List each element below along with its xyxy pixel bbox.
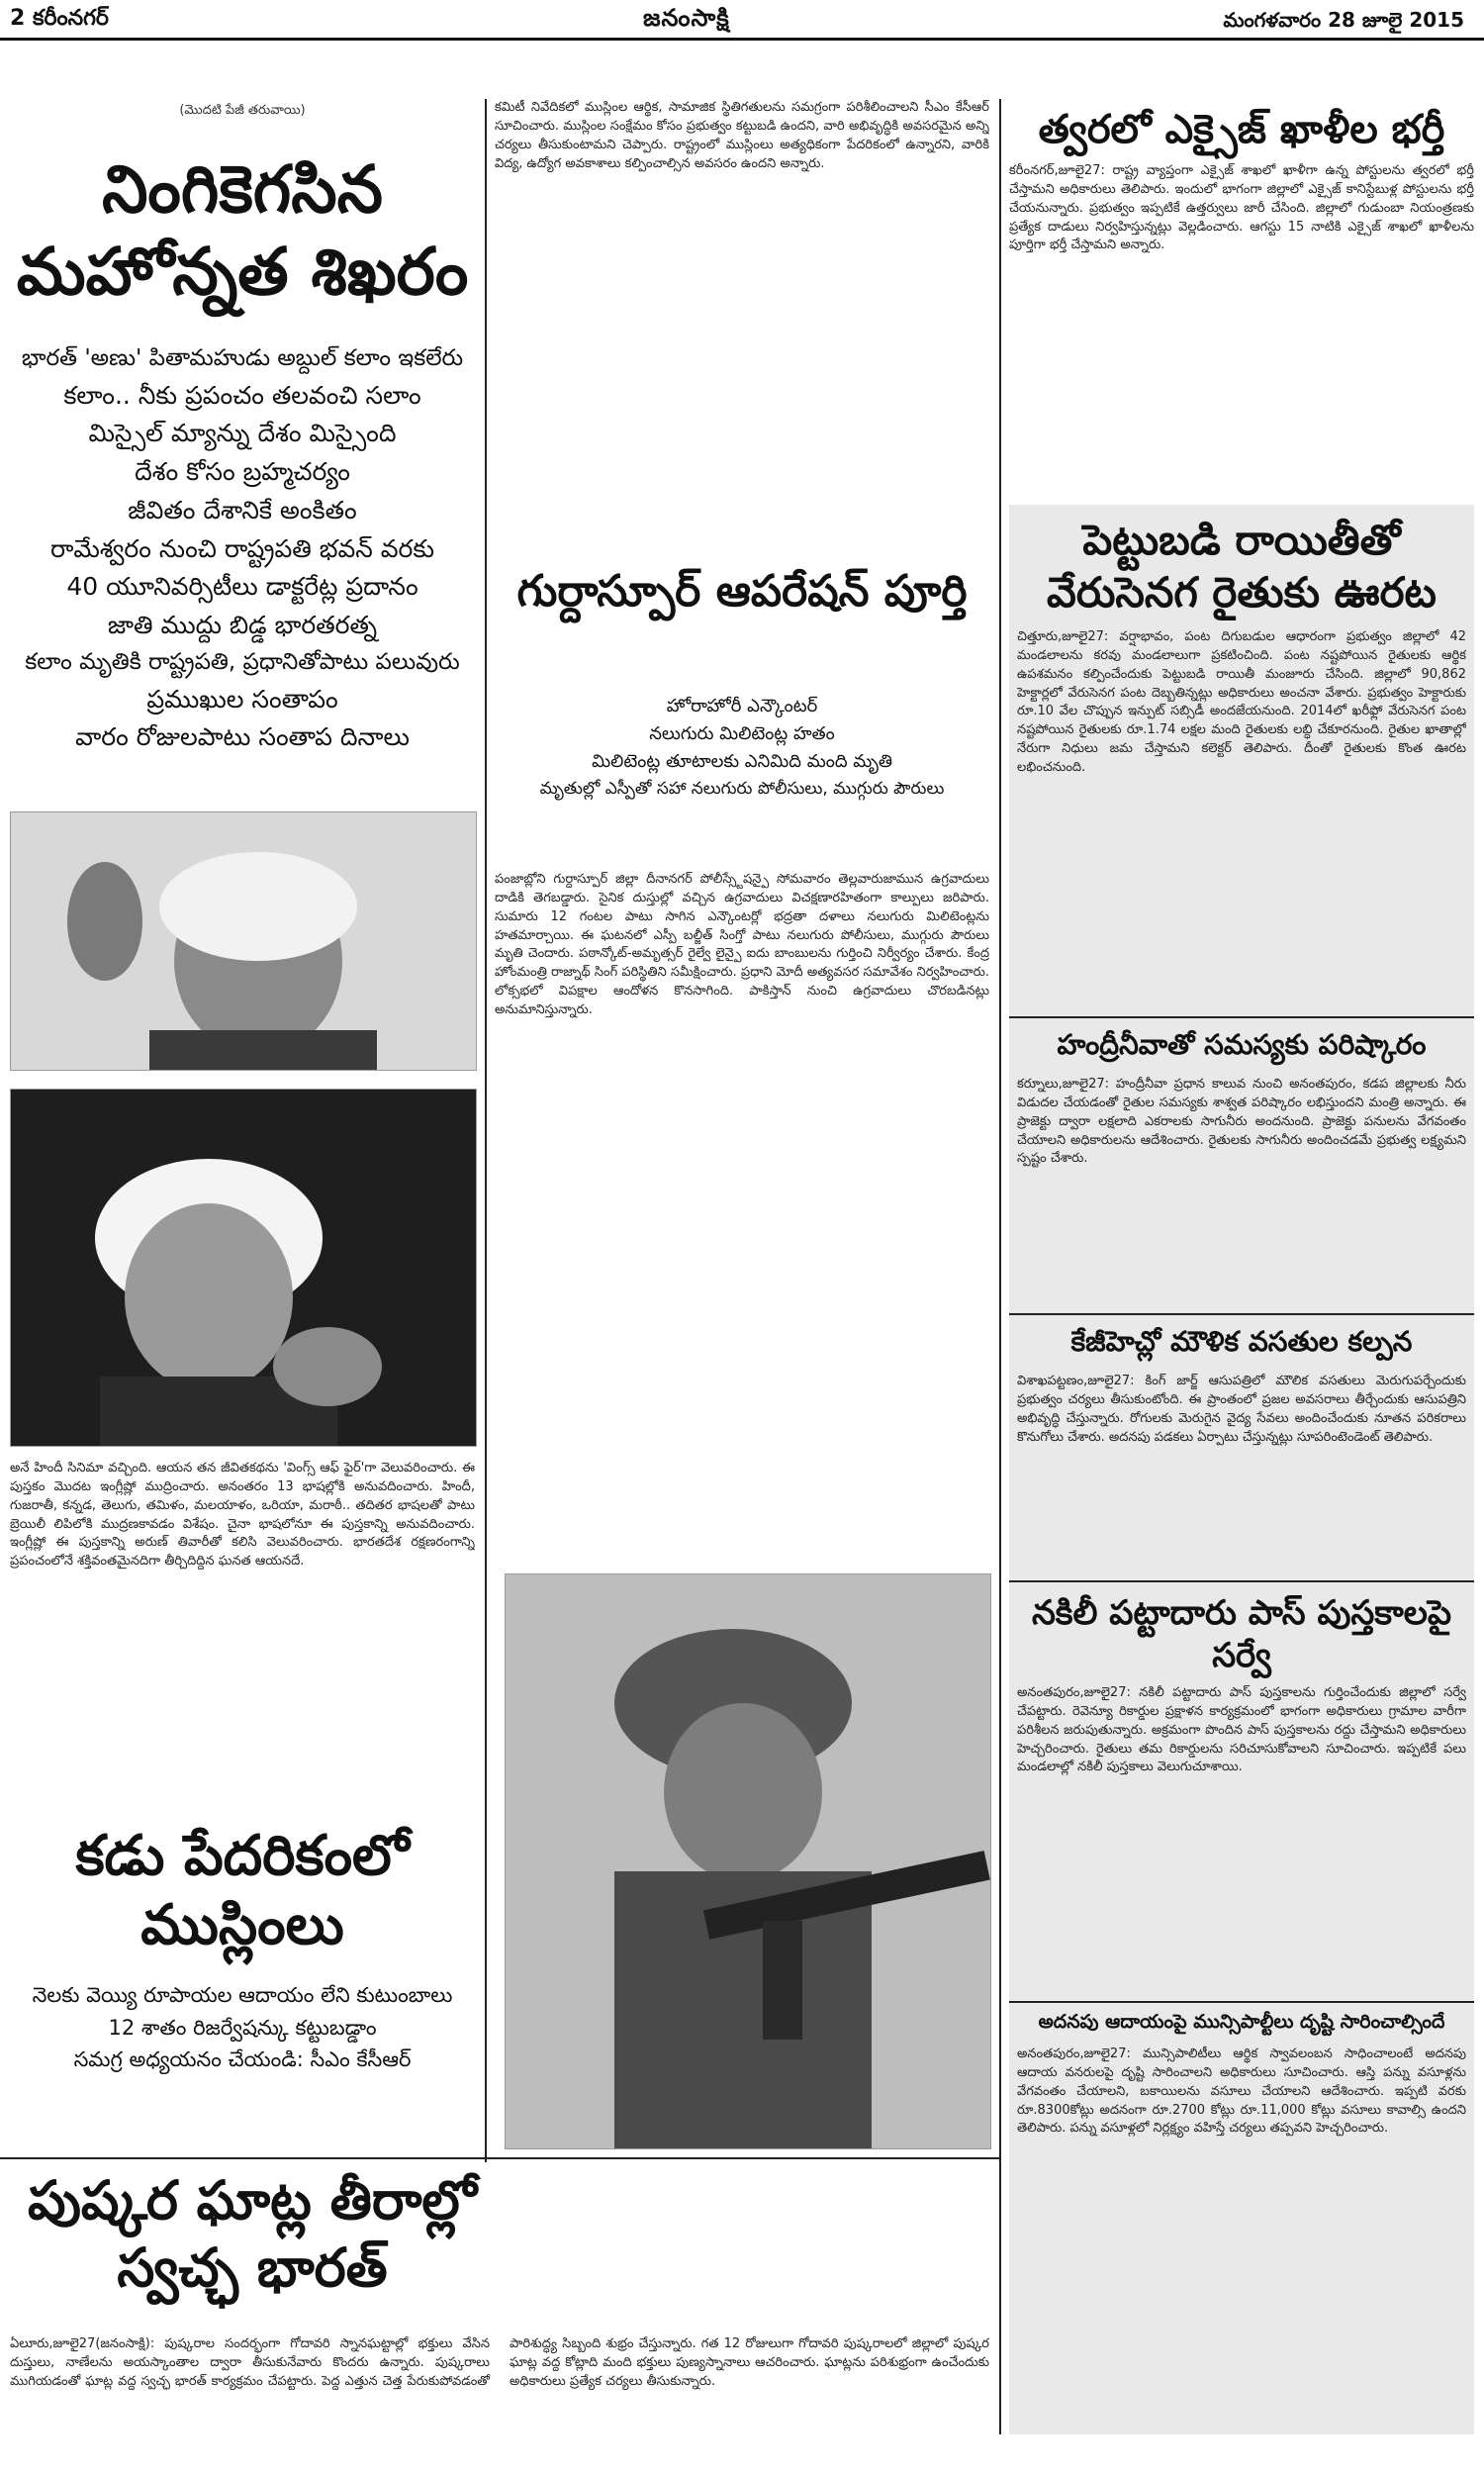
masthead xyxy=(0,0,1484,41)
groundnut-headline: పెట్టుబడి రాయితీతో వేరుసెనగ రైతుకు ఊరట xyxy=(1047,516,1437,617)
muslims-highlights xyxy=(10,1979,475,2076)
soldier-photo xyxy=(505,1573,991,2149)
continued-caption: (మొదటి పేజీ తరువాయి) xyxy=(179,103,306,118)
excise-headline: త్వరలో ఎక్సైజ్ ఖాళీల భర్తీ xyxy=(1038,106,1445,152)
highlight-line: రామేశ్వరం నుంచి రాష్ట్రపతి భవన్ వరకు xyxy=(49,533,435,563)
highlight-line: సమగ్ర అధ్యయనం చేయండి: సీఎం కేసీఆర్ xyxy=(73,2047,412,2072)
highlight-line: జాతి ముద్దు బిడ్డ భారతరత్న xyxy=(107,611,378,640)
muslims-body-text: కమిటీ నివేదికలో ముస్లింల ఆర్థిక, సామాజిక స్థితిగతులను సమగ్రంగా పరిశీలించాలని సీఎం కేసీఆర్ సూచించారు. ముస్లింల సంక్షేమం కోసం ప్రభుత్వం కట్టుబడి ఉందని, వారి అభివృద్ధికి అవసరమైన అన్ని చర్యలు తీసుకుంటామని చెప్పారు. రాష్ట్రంలో ముస్లింలు అత్యధికంగా పేదరికంలో ఉన్నారని, వారికి విద్య, ఉద్యోగ అవకాశాలు కల్పించాల్సిన అవసరం ఉందని అన్నారు. xyxy=(495,100,989,171)
pushkar-body-text: ఏలూరు,జూలై27(జనంసాక్షి): పుష్కరాల సందర్భంగా గోదావరి స్నానఘట్టాల్లో భక్తులు వేసిన దుస్తులు, నాణేలను అయస్కాంతాల ద్వారా తీసుకునేవారు కొందరు ఉన్నారు. పుష్కరాలు ముగియడంతో ఘాట్ల వద్ద స్వచ్ఛ భారత్ కార్యక్రమం చేపట్టారు. పెద్ద ఎత్తున చెత్త పేరుకుపోవడంతో పారిశుద్ధ్య సిబ్బంది శుభ్రం చేస్తున్నారు. గత 12 రోజులుగా గోదావరి పుష్కరాలలో జిల్లాలో పుష్కర ఘాట్ల వద్ద కోట్లాది మంది భక్తులు పుణ్యస్నానాలు ఆచరించారు. ఘాట్లను పరిశుభ్రంగా ఉంచేందుకు అధికారులు ప్రత్యేక చర్యలు తీసుకున్నారు. xyxy=(10,2336,989,2389)
gurdaspur-body-text: పంజాబ్లోని గుర్దాస్పూర్ జిల్లా దీనానగర్ పోలీస్స్టేషన్పై సోమవారం తెల్లవారుజామున ఉగ్రవాదులు దాడికి తెగబడ్డారు. సైనిక దుస్తుల్లో వచ్చిన ఉగ్రవాదులు విచక్షణారహితంగా కాల్పులు జరిపారు. సుమారు 12 గంటల పాటు సాగిన ఎన్కౌంటర్లో భద్రతా దళాలు నలుగురు మిలిటెంట్లను హతమార్చాయి. ఈ ఘటనలో ఎస్పీ బల్జీత్ సింగ్తో పాటు నలుగురు పోలీసులు, ముగ్గురు పౌరులు మృతి చెందారు. పఠాన్కోట్-అమృత్సర్ రైల్వే లైన్పై ఐదు బాంబులను గుర్తించి నిర్వీర్యం చేశారు. కేంద్ర హోంమంత్రి రాజ్నాథ్ సింగ్ పరిస్థితిని సమీక్షించారు. ప్రధాని మోదీ అత్యవసర సమావేశం నిర్వహించారు. లోక్సభలో విపక్షాల ఆందోళన కొనసాగింది. పాకిస్తాన్ నుంచి ఉగ్రవాదులు చొరబడినట్లు అనుమానిస్తున్నారు. xyxy=(495,872,989,1017)
kalam-waving-photo xyxy=(10,811,477,1071)
column-divider xyxy=(485,99,487,2162)
excise-body-text: కరీంనగర్,జూలై27: రాష్ట్ర వ్యాప్తంగా ఎక్సైజ్ శాఖలో ఖాళీగా ఉన్న పోస్టులను త్వరలో భర్తీ చేస్తామని అధికారులు తెలిపారు. ఇందులో భాగంగా జిల్లాలో ఎక్సైజ్ కానిస్టేబుళ్ల పోస్టులను భర్తీ చేయనున్నారు. ప్రభుత్వం ఇప్పటికే ఉత్తర్వులు జారీ చేసింది. జిల్లాలో గుడుంబా నియంత్రణకు ప్రత్యేక దాడులు నిర్వహిస్తున్నట్లు వెల్లడించారు. ఆగస్టు 15 నాటికి ఎక్సైజ్ శాఖలో ఖాళీలను పూర్తిగా భర్తీ చేస్తామని అన్నారు. xyxy=(1009,163,1474,253)
highlight-line: మిలిటెంట్ల తూటాలకు ఎనిమిది మంది మృతి xyxy=(592,750,892,772)
highlight-line: మృతుల్లో ఎస్పీతో సహా నలుగురు పోలీసులు, ముగ్గురు పౌరులు xyxy=(539,778,945,799)
kalam-headline: నింగికెగసిన మహోన్నత శిఖరం xyxy=(16,150,469,310)
page-label: 2 కరీంనగర్ xyxy=(10,6,109,31)
pattadar-headline: నకిలీ పట్టాదారు పాస్ పుస్తకాలపై సర్వే xyxy=(1009,1580,1474,1676)
handri-headline: హంద్రీనీవాతో సమస్యకు పరిష్కారం xyxy=(1009,1016,1474,1068)
column-divider xyxy=(999,99,1001,2434)
handri-body-text: కర్నూలు,జూలై27: హంద్రీనీవా ప్రధాన కాలువ నుంచి అనంతపురం, కడప జిల్లాలకు నీరు విడుదల చేయడంతో రైతుల సమస్యకు శాశ్వత పరిష్కారం లభిస్తుందని మంత్రి అన్నారు. ఈ ప్రాజెక్టు ద్వారా లక్షలాది ఎకరాలకు సాగునీరు అందనుంది. ప్రాజెక్టు పనులను వేగవంతం చేయాలని అధికారులను ఆదేశించారు. రైతులకు సాగునీరు అందించడమే ప్రభుత్వ లక్ష్యమని స్పష్టం చేశారు. xyxy=(1017,1077,1466,1167)
muslims-headline: కడు పేదరికంలో ముస్లింలు xyxy=(75,1823,410,1957)
highlight-line: వారం రోజులపాటు సంతాప దినాలు xyxy=(75,722,410,752)
highlight-line: ప్రముఖుల సంతాపం xyxy=(146,684,338,714)
highlight-line: 40 యూనివర్సిటీలు డాక్టరేట్ల ప్రదానం xyxy=(66,572,418,602)
gurdaspur-highlights xyxy=(495,693,989,802)
kalam-highlights xyxy=(10,341,475,757)
issue-date: మంగళవారం 28 జూలై 2015 xyxy=(1223,8,1464,32)
highlight-line: హోరాహోరీ ఎన్కౌంటర్ xyxy=(666,696,818,716)
municipal-headline: అదనపు ఆదాయంపై మున్సిపాల్టీలు దృష్టి సారించాల్సిందే xyxy=(1009,2001,1474,2038)
highlight-line: దేశం కోసం బ్రహ్మచర్యం xyxy=(135,457,350,487)
municipal-body-text: అనంతపురం,జూలై27: మున్సిపాలిటీలు ఆర్థిక స్వావలంబన సాధించాలంటే అదనపు ఆదాయ వనరులపై దృష్టి సారించాలని అధికారులు సూచించారు. ఆస్తి పన్ను వసూళ్లను వేగవంతం చేయాలని, బకాయిలను వసూలు చేయాలని ఆదేశించారు. ఇప్పటి వరకు రూ.8300కోట్లు అదనంగా రూ.2700 కోట్లు రూ.11,000 కోట్లు వసూలు కావాల్సి ఉందని తెలిపారు. పన్ను వసూళ్లలో నిర్లక్ష్యం వహిస్తే చర్యలు తప్పవని హెచ్చరించారు. xyxy=(1017,2046,1466,2137)
highlight-line: నెలకు వెయ్యి రూపాయల ఆదాయం లేని కుటుంబాలు xyxy=(32,1983,453,2007)
highlight-line: జీవితం దేశానికే అంకితం xyxy=(128,495,357,524)
highlight-line: కలాం.. నీకు ప్రపంచం తలవంచి సలాం xyxy=(63,380,421,410)
kalam-body-text: అనే హిందీ సినిమా వచ్చింది. ఆయన తన జీవితకథను 'వింగ్స్ ఆఫ్ ఫైర్'గా వెలువరించారు. ఈ పుస్తకం మొదట ఇంగ్లీష్లో ముద్రించారు. అనంతరం 13 భాషల్లోకి అనువదించారు. హిందీ, గుజరాతీ, కన్నడ, తెలుగు, తమిళం, మలయాళం, ఒరియా, మరాఠీ.. తదితర భాషలతో పాటు బ్రెయిలీ లిపిలోకి ముద్రణకావడం విశేషం. చైనా భాషలోనూ ఈ పుస్తకాన్ని అనువదించారు. ఇంగ్లీష్లో ఈ పుస్తకాన్ని అరుణ్ తివారీతో కలిసి వెలువరించారు. భారతదేశ రక్షణరంగాన్ని ప్రపంచంలోనే శక్తివంతమైనదిగా తీర్చిదిద్దిన ఘనత ఆయనదే. xyxy=(10,1461,475,1570)
groundnut-body-text: చిత్తూరు,జూలై27: వర్షాభావం, పంట దిగుబడుల ఆధారంగా ప్రభుత్వం జిల్లాలో 42 మండలాలను కరవు మండలాలుగా ప్రకటించింది. పంట నష్టపోయిన రైతులకు ఆర్థిక ఉపశమనం కల్పించేందుకు పెట్టుబడి రాయితీ మంజూరు చేసింది. జిల్లాలో 90,862 హెక్టార్లలో వేరుసెనగ పంట దెబ్బతిన్నట్లు అధికారులు అంచనా వేశారు. ప్రభుత్వం హెక్టారుకు రూ.10 వేల చొప్పున ఇన్పుట్ సబ్సిడీ అందజేయనుంది. 2014లో ఖరీఫ్లో వేరుసెనగ పంట నష్టపోయిన రైతులకు రూ.1.74 లక్షల మంది రైతులకు లబ్ధి చేకూరనుంది. రైతుల ఖాతాల్లో నేరుగా నిధులు జమ చేస్తామని కలెక్టర్ తెలిపారు. దీంతో రైతులకు కొంత ఊరట లభించనుంది. xyxy=(1017,629,1466,775)
gurdaspur-headline: గుర్దాస్పూర్ ఆపరేషన్ పూర్తి xyxy=(516,566,968,617)
kgh-body-text: విశాఖపట్టణం,జూలై27: కింగ్ జార్జ్ ఆసుపత్రిలో మౌలిక వసతులు మెరుగుపర్చేందుకు ప్రభుత్వం చర్యలు తీసుకుంటోంది. ఈ ప్రాంతంలో ప్రజల అవసరాలు తీర్చేందుకు ఆసుపత్రిని అభివృద్ధి చేస్తున్నారు. రోగులకు మెరుగైన వైద్య సేవలు అందించేందుకు నూతన పరికరాలు కొనుగోలు చేశారు. అదనపు పడకలు ఏర్పాటు చేస్తున్నట్లు సూపరింటెండెంట్ తెలిపారు. xyxy=(1017,1374,1466,1445)
section-divider xyxy=(0,2157,999,2159)
highlight-line: కలాం మృతికి రాష్ట్రపతి, ప్రధానితోపాటు పలువురు xyxy=(25,648,460,675)
right-column xyxy=(1009,99,1474,449)
shaded-panel xyxy=(1009,505,1474,2434)
highlight-line: భారత్ 'అణు' పితామహుడు అబ్దుల్ కలాం ఇకలేరు xyxy=(21,345,464,371)
kalam-smiling-photo xyxy=(10,1089,477,1447)
kgh-headline: కేజీహెచ్లో మౌళిక వసతుల కల్పన xyxy=(1009,1313,1474,1365)
pushkar-headline: పుష్కర ఘాట్ల తీరాల్లో స్వచ్ఛ భారత్ xyxy=(28,2168,477,2299)
newspaper-logo: జనంసాక్షి xyxy=(643,4,730,32)
highlight-line: మిస్సైల్ మ్యాన్ను దేశం మిస్సైంది xyxy=(88,419,397,448)
highlight-line: 12 శాతం రిజర్వేషన్కు కట్టుబడ్డాం xyxy=(108,2015,377,2040)
pattadar-body-text: అనంతపురం,జూలై27: నకిలీ పట్టాదారు పాస్ పుస్తకాలను గుర్తించేందుకు జిల్లాలో సర్వే చేపట్టారు. రెవెన్యూ రికార్డుల ప్రక్షాళన కార్యక్రమంలో భాగంగా అధికారులు గ్రామాల వారీగా పరిశీలన జరుపుతున్నారు. అక్రమంగా పొందిన పాస్ పుస్తకాలను రద్దు చేస్తామని అధికారులు హెచ్చరించారు. రైతులు తమ రికార్డులను సరిచూసుకోవాలని సూచించారు. ఇప్పటికే పలు మండలాల్లో నకిలీ పుస్తకాలు వెలుగుచూశాయి. xyxy=(1017,1685,1466,1775)
highlight-line: నలుగురు మిలిటెంట్ల హతం xyxy=(649,722,835,744)
